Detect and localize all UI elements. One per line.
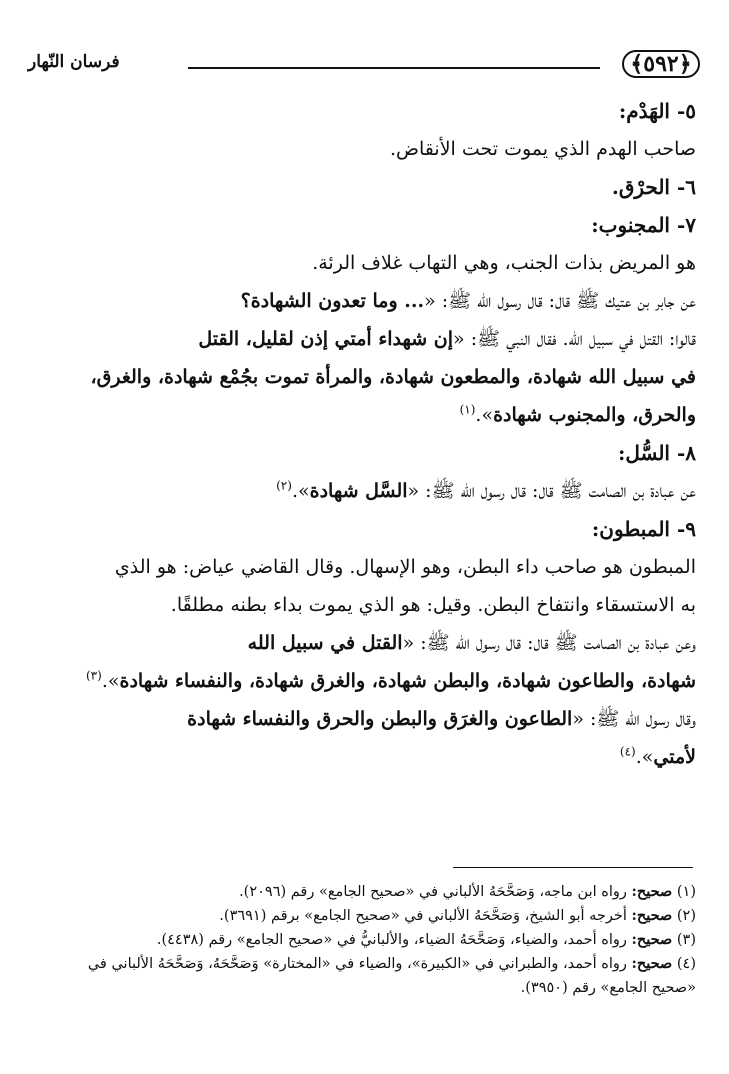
- hadith-5-intro: عن عبادة بن الصامت ﷺ قال: قال رسول الله ﷺ: «: [407, 480, 696, 502]
- footnote-1: [36, 880, 696, 904]
- footnote-1-text: رواه ابن ماجه، وَصَحَّحَهُ الألباني في «صحيح الجامع» رقم (٢٠٩٦).: [239, 884, 627, 900]
- hadith-2-intro: قالوا: القتل في سبيل الله. فقال النبي ﷺ: «: [453, 328, 696, 350]
- section-5-text: صاحب الهدم الذي يموت تحت الأنقاض.: [390, 138, 696, 160]
- footnote-3-text: رواه أحمد، والضياء، وَصَحَّحَهُ الضياء، والألبانيُّ في «صحيح الجامع» رقم (٤٤٣٨).: [156, 932, 627, 948]
- footnote-3: [36, 928, 696, 952]
- hadith-6-line-1: [36, 624, 696, 662]
- footnote-4-num: (٤): [676, 956, 696, 972]
- footnote-2: [36, 904, 696, 928]
- section-8-heading: ٨- السُّل:: [617, 441, 696, 465]
- footnote-4-text: رواه أحمد، والطبراني في «الكبيرة»، والضياء في «المختارة» وَصَحَّحَهُ، وَصَحَّحَهُ الألباني في: [87, 956, 627, 972]
- hadith-2-quote: إن شهداء أمتي إذن لقليل، القتل: [198, 328, 454, 350]
- hadith-1-line-1: [36, 282, 696, 320]
- footnote-ref-3[interactable]: (٣): [85, 668, 102, 683]
- footnote-4-continuation: «صحيح الجامع» رقم (٣٩٥٠).: [520, 980, 696, 996]
- hadith-6-quote: القتل في سبيل الله: [247, 632, 403, 654]
- hadith-6-quote-cont: شهادة، والطاعون شهادة، والبطن شهادة، والغرق شهادة، والنفساء شهادة: [119, 670, 696, 692]
- hadith-7-line-1: [36, 700, 696, 738]
- footnote-1-label: صحيح:: [631, 883, 673, 900]
- hadith-1-line-2: [36, 320, 696, 358]
- hadith-7-intro: وقال رسول الله ﷺ: «: [572, 708, 696, 730]
- hadith-6-intro: وعن عبادة بن الصامت ﷺ قال: قال رسول الله ﷺ: «: [402, 632, 696, 654]
- hadith-1-line-4: [36, 396, 696, 434]
- hadith-1-intro: عن جابر بن عتيك ﷺ قال: قال رسول الله ﷺ: «: [424, 290, 696, 312]
- hadith-7-close: ».: [635, 746, 654, 768]
- hadith-7-quote: الطاعون والغرَق والبطن والحرق والنفساء شهادة: [187, 708, 573, 730]
- hadith-7-line-2: [36, 738, 696, 776]
- footnote-2-text: أخرجه أبو الشيخ، وَصَحَّحَهُ الألباني في «صحيح الجامع» برقم (٣٦٩١).: [219, 908, 627, 924]
- section-7-heading: ٧- المجنوب:: [591, 213, 696, 237]
- section-9-line-2: به الاستسقاء وانتفاخ البطن. وقيل: هو الذي يموت بداء بطنه مطلقًا.: [170, 594, 696, 616]
- footnote-rule: [453, 867, 693, 868]
- section-9-heading: ٩- المبطون:: [591, 517, 696, 541]
- hadith-5-quote: السَّل شهادة: [309, 480, 408, 502]
- footnote-2-label: صحيح:: [631, 907, 673, 924]
- hadith-1-quote: ... وما تعدون الشهادة؟: [240, 290, 425, 312]
- footnote-ref-4[interactable]: (٤): [619, 744, 636, 759]
- section-6-heading: ٦- الحرْق.: [611, 175, 696, 199]
- footnote-4: [36, 952, 696, 976]
- page-header: [28, 46, 700, 86]
- page-body: [36, 92, 696, 776]
- header-rule: [188, 67, 600, 69]
- hadith-1-close: ».: [475, 404, 494, 426]
- hadith-7-quote-end: لأمتي: [653, 746, 696, 768]
- hadith-1-quote-end: والحرق، والمجنوب شهادة: [493, 404, 696, 426]
- footnote-4-label: صحيح:: [631, 955, 673, 972]
- footnote-2-num: (٢): [676, 908, 696, 924]
- hadith-6-line-2: [36, 662, 696, 700]
- footnote-ref-2[interactable]: (٢): [276, 478, 292, 493]
- section-5-heading: ٥- الهَدْم:: [618, 99, 696, 123]
- footnotes: [36, 880, 696, 1000]
- footnote-3-label: صحيح:: [631, 931, 673, 948]
- footnote-ref-1[interactable]: (١): [459, 402, 476, 417]
- hadith-1-line-3: في سبيل الله شهادة، والمطعون شهادة، والمرأة تموت بجُمْع شهادة، والغرق،: [90, 366, 696, 388]
- hadith-5-close: ».: [291, 480, 310, 502]
- page-number: ﴿٥٩٢﴾: [622, 50, 700, 78]
- section-7-definition: هو المريض بذات الجنب، وهي التهاب غلاف الرئة.: [312, 252, 696, 274]
- running-title: فرسان النّهار: [28, 52, 120, 72]
- footnote-3-num: (٣): [676, 932, 696, 948]
- section-9-line-1: المبطون هو صاحب داء البطن، وهو الإسهال. وقال القاضي عياض: هو الذي: [114, 556, 696, 578]
- hadith-6-close: ».: [101, 670, 120, 692]
- hadith-5-line: [36, 472, 696, 510]
- footnote-1-num: (١): [676, 884, 696, 900]
